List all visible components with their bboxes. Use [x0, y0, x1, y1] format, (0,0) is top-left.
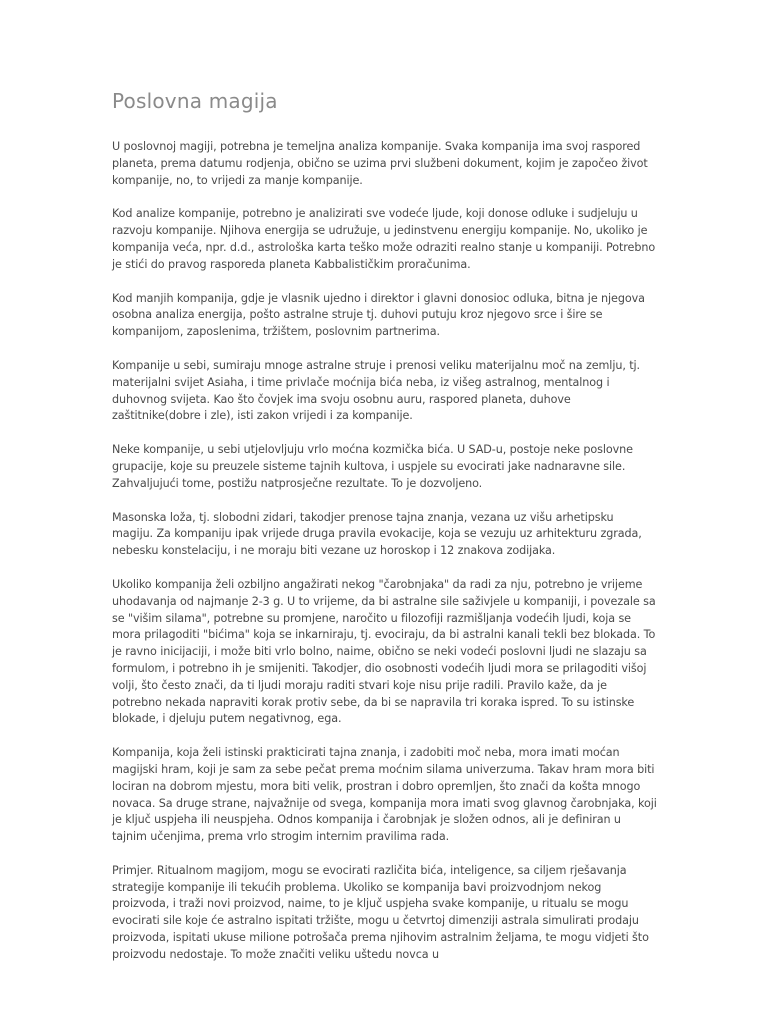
document-title: Poslovna magija — [112, 89, 278, 113]
document-page — [112, 88, 657, 981]
paragraph-7: Ukoliko kompanija želi ozbiljno angažirati nekog "čarobnjaka" da radi za nju, potrebno je vrijeme uhodavanja od najmanje 2-3 g. U to vrijeme, da bi astralne sile saživjele u kompaniji, i povezale sa se "višim silama", potrebne su promjene, naročito u filozofiji razmišljanja vodećih ljudi, koja se mora prilagoditi "bićima" koja se inkarniraju, tj. evociraju, da bi astralni kanali tekli bez blokada. To je ravno inicijaciji, i može biti vrlo bolno, naime, obično se neki vodeći poslovni ljudi ne slazaju sa formulom, i potrebno ih je smijeniti. Takodjer, dio osobnosti vodećih ljudi mora se prilagoditi višoj volji, što često znači, da ti ljudi moraju raditi stvari koje nisu prije radili. Pravilo kaže, da je potrebno nekada napraviti korak protiv sebe, da bi se napravila tri koraka ispred. To su istinske blokade, i djeluju putem negativnog, ega. — [112, 577, 656, 726]
paragraph-6: Masonska loža, tj. slobodni zidari, takodjer prenose tajna znanja, vezana uz višu arhetipsku magiju. Za kompaniju ipak vrijede druga pravila evokacije, koja se vezuju uz arhitekturu zgrada, nebesku konstelaciju, i ne moraju biti vezane uz horoskop i 12 znakova zodijaka. — [112, 510, 642, 558]
paragraph-4: Kompanije u sebi, sumiraju mnoge astralne struje i prenosi veliku materijalnu moč na zemlju, tj. materijalni svijet Asiaha, i time privlače moćnija bića neba, iz višeg astralnog, mentalnog i duhovnog svijeta. Kao što čovjek ima svoju osobnu auru, raspored planeta, duhove zaštitnike(dobre i zle), isti zakon vrijedi i za kompanije. — [112, 358, 640, 423]
paragraph-5: Neke kompanije, u sebi utjelovljuju vrlo moćna kozmička bića. U SAD-u, postoje neke poslovne grupacije, koje su preuzele sisteme tajnih kultova, i uspjele su evocirati jake nadnaravne sile. Zahvaljujući tome, postižu natprosječne rezultate. To je dozvoljeno. — [112, 443, 633, 490]
paragraph-2: Kod analize kompanije, potrebno je analizirati sve vodeće ljude, koji donose odluke i sudjeluju u razvoju kompanije. Njihova energija se udružuje, u jedinstvenu energiju kompanije. No, ukoliko je kompanija veća, npr. d.d., astrološka karta teško može odraziti realno stanje u kompaniji. Potrebno je stići do pravog rasporeda planeta Kabbalističkim proračunima. — [112, 207, 656, 271]
paragraph-8: Kompanija, koja želi istinski prakticirati tajna znanja, i zadobiti moč neba, mora imati moćan magijski hram, koji je sam za sebe pečat prema moćnim silama univerzuma. Takav hram mora biti lociran na dobrom mjestu, mora biti velik, prostran i dobro opremljen, što znači da košta mnogo novaca. Sa druge strane, najvažnije od svega, kompanija mora imati svog glavnog čarobnjaka, koji je ključ uspjeha ili neuspjeha. Odnos kompanija i čarobnjak je složen odnos, ali je definiran u tajnim učenjima, prema vrlo strogim internim pravilima rada. — [112, 746, 657, 844]
paragraph-3: Kod manjih kompanija, gdje je vlasnik ujedno i direktor i glavni donosioc odluka, bitna je njegova osobna analiza energija, pošto astralne struje tj. duhovi putuju kroz njegovo srce i šire se kompanijom, zaposlenima, tržištem, poslovnim partnerima. — [112, 291, 645, 339]
paragraph-9: Primjer. Ritualnom magijom, mogu se evocirati različita bića, inteligence, sa ciljem rješavanja strategije kompanije ili tekućih problema. Ukoliko se kompanija bavi proizvodnjom nekog proizvoda, i traži novi proizvod, naime, to je ključ uspjeha svake kompanije, u ritualu se mogu evocirati sile koje će astralno ispitati tržište, mogu u četvrtoj dimenziji astrala simulirati prodaju proizvoda, ispitati ukuse milione potrošača prema njihovim astralnim željama, te mogu vidjeti što proizvodu nedostaje. To može značiti veliku uštedu novca u — [112, 863, 649, 961]
paragraph-1: U poslovnoj magiji, potrebna je temeljna analiza kompanije. Svaka kompanija ima svoj raspored planeta, prema datumu rodjenja, obično se uzima prvi službeni dokument, kojim je započeo život kompanije, no, to vrijedi za manje kompanije. — [112, 140, 648, 187]
